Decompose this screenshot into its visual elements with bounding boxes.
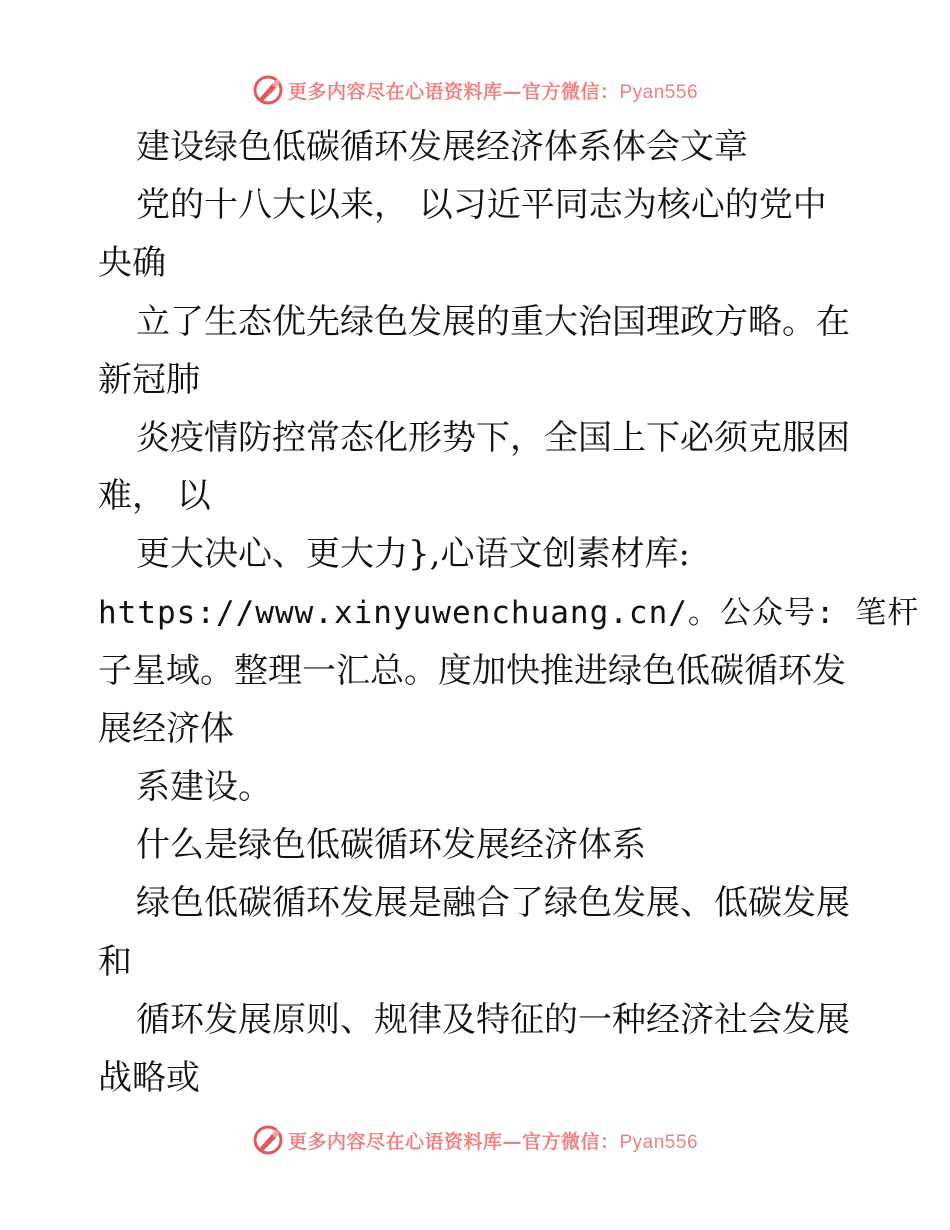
paragraph-line-url: https://www.xinyuwenchuang.cn/。公众号: 笔杆 bbox=[98, 594, 920, 631]
header-watermark bbox=[0, 70, 950, 110]
paragraph-line: 系建设。 bbox=[136, 767, 272, 808]
section-heading: 什么是绿色低碳循环发展经济体系 bbox=[136, 825, 646, 866]
paragraph-line: 和 bbox=[98, 941, 132, 982]
watermark-text bbox=[288, 77, 698, 104]
footer-watermark bbox=[0, 1120, 950, 1160]
paragraph-line: 央确 bbox=[98, 243, 166, 284]
pen-logo-icon bbox=[252, 1124, 284, 1156]
paragraph-line: 绿色低碳循环发展是融合了绿色发展、低碳发展 bbox=[136, 883, 850, 924]
watermark-chinese: 更多内容尽在心语资料库—官方微信： bbox=[287, 1130, 620, 1153]
watermark-chinese: 更多内容尽在心语资料库—官方微信： bbox=[287, 80, 620, 103]
pen-logo-icon bbox=[252, 74, 284, 106]
document-body bbox=[98, 118, 920, 1107]
watermark-text bbox=[288, 1127, 698, 1154]
paragraph-line: 新冠肺 bbox=[98, 359, 200, 400]
paragraph-line: 循环发展原则、规律及特征的一种经济社会发展 bbox=[136, 999, 850, 1040]
paragraph-line: 立了生态优先绿色发展的重大治国理政方略。在 bbox=[136, 301, 850, 342]
paragraph-line: 难， 以 bbox=[98, 476, 211, 517]
paragraph-line: 更大决心、更大力},心语文创素材库: bbox=[136, 534, 690, 575]
document-title: 建设绿色低碳循环发展经济体系体会文章 bbox=[136, 127, 748, 167]
paragraph-line: 展经济体 bbox=[98, 708, 234, 749]
paragraph-line: 党的十八大以来， 以习近平同志为核心的党中 bbox=[136, 185, 827, 226]
paragraph-line: 炎疫情防控常态化形势下，全国上下必须克服困 bbox=[136, 417, 850, 458]
watermark-wechat-id: Pyan556 bbox=[619, 1131, 699, 1153]
paragraph-line: 子星域。整理一汇总。度加快推进绿色低碳循环发 bbox=[98, 650, 846, 691]
watermark-wechat-id: Pyan556 bbox=[619, 81, 699, 103]
paragraph-line: 战略或 bbox=[98, 1058, 200, 1098]
